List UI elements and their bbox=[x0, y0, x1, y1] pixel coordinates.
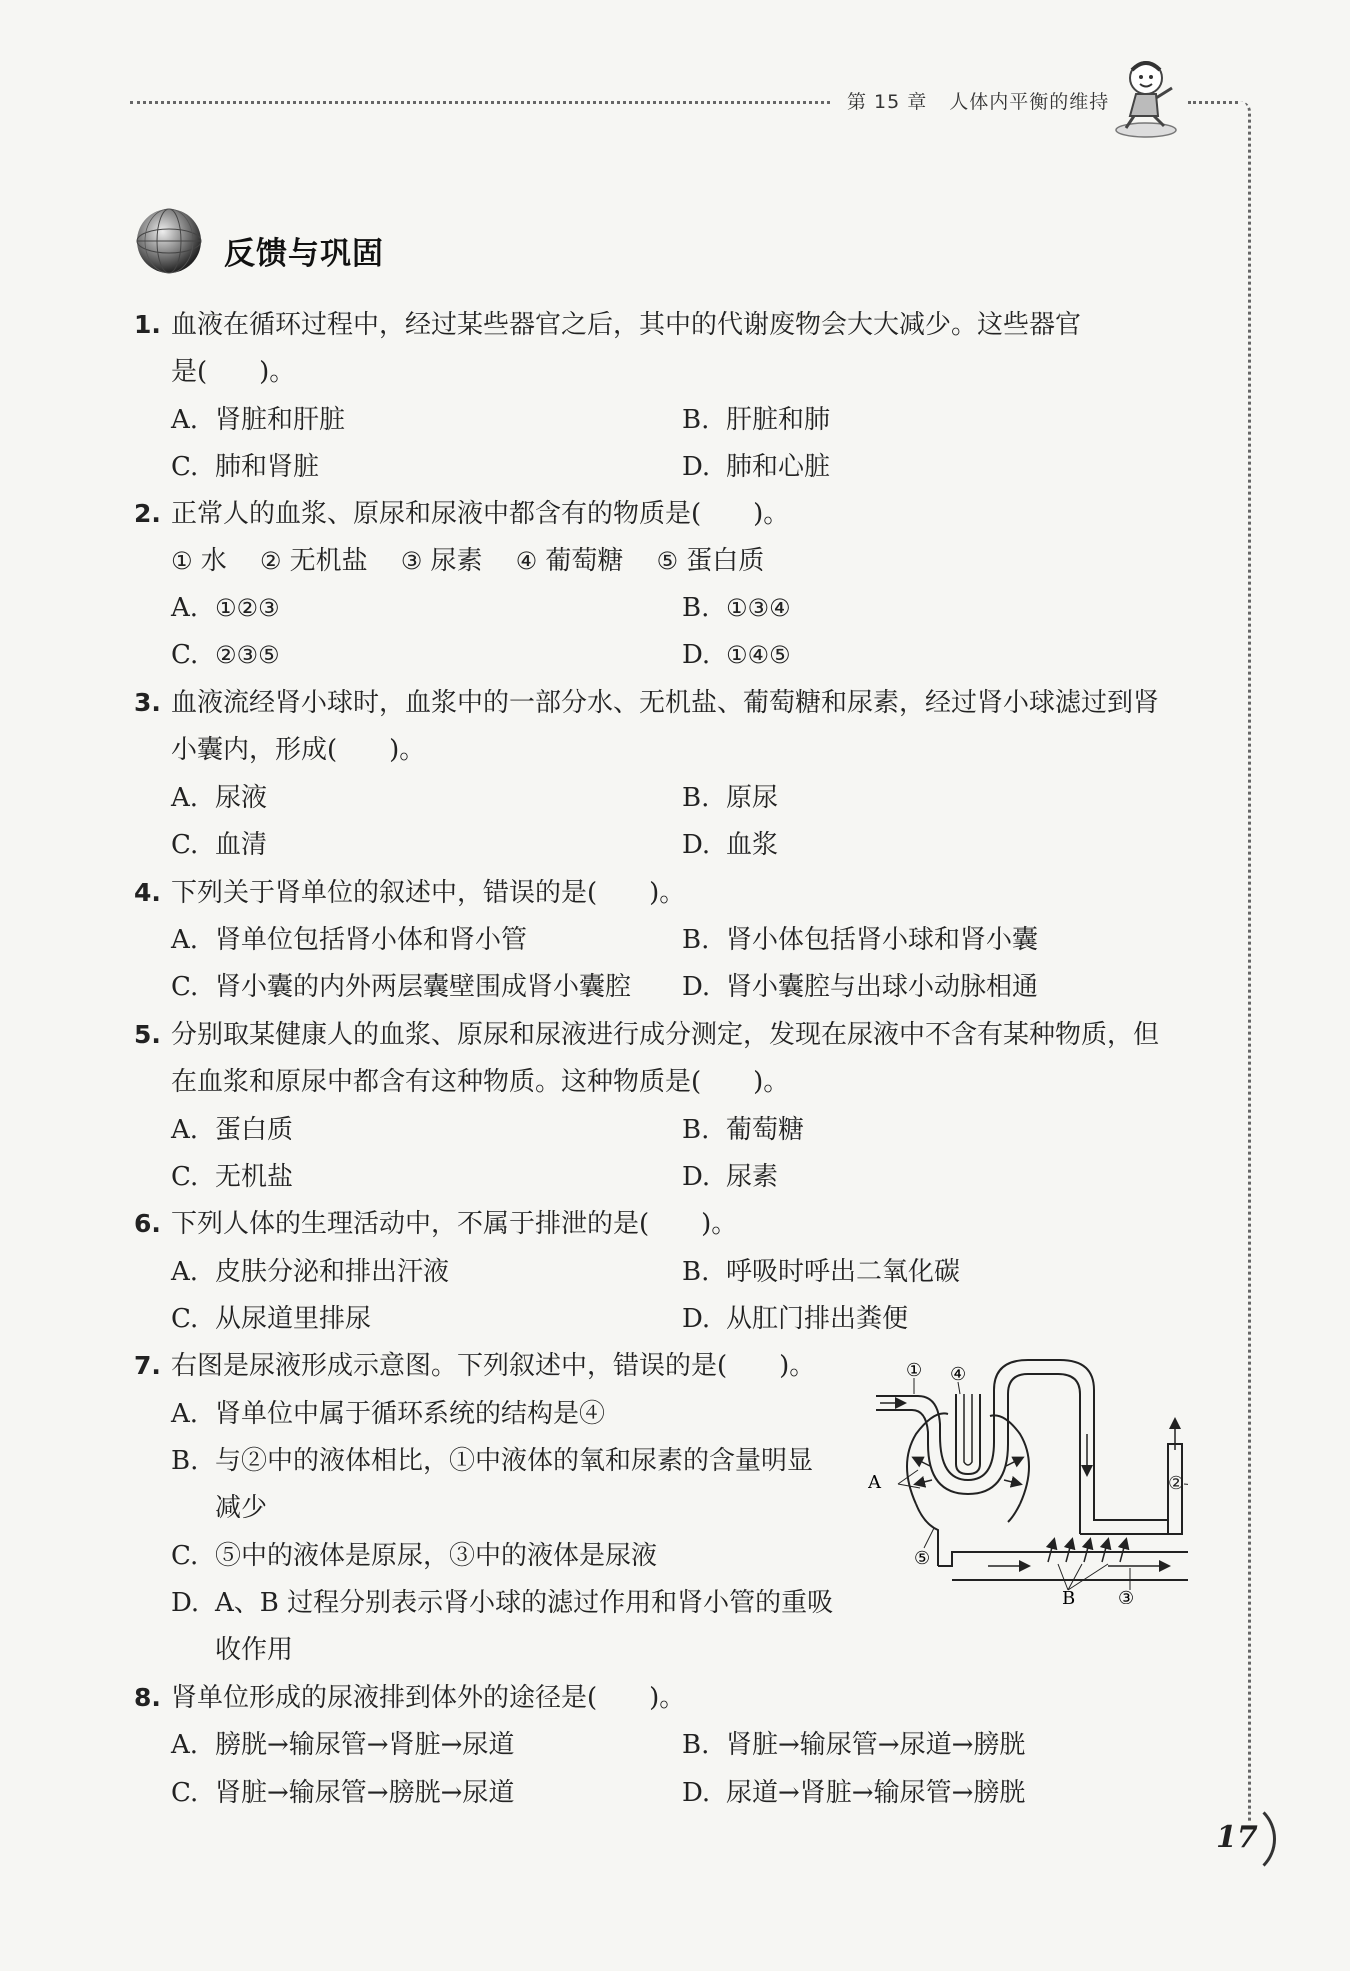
label-b: B bbox=[1062, 1588, 1076, 1604]
question-number: 1. bbox=[134, 310, 161, 339]
option-a: A. 蛋白质 bbox=[171, 1115, 294, 1145]
question-text: 小囊内，形成( )。 bbox=[171, 735, 426, 765]
question-number: 5. bbox=[134, 1020, 161, 1049]
option-d: D. ①④⑤ bbox=[682, 640, 791, 670]
question-number: 2. bbox=[134, 499, 161, 528]
option-d: D. 从肛门排出粪便 bbox=[682, 1304, 909, 1334]
option-b: B. 原尿 bbox=[682, 783, 779, 813]
label-2: ② bbox=[1168, 1473, 1185, 1494]
question-text: 肾单位形成的尿液排到体外的途径是( )。 bbox=[171, 1683, 686, 1713]
question-text: 是( )。 bbox=[171, 357, 296, 387]
option-c: C. 无机盐 bbox=[171, 1162, 294, 1192]
substance-list: ① 水 ② 无机盐 ③ 尿素 ④ 葡萄糖 ⑤ 蛋白质 bbox=[171, 546, 765, 576]
question-number: 6. bbox=[134, 1209, 161, 1238]
option-d: D. 血浆 bbox=[682, 830, 779, 860]
label-4: ④ bbox=[950, 1364, 967, 1385]
label-3: ③ bbox=[1118, 1588, 1135, 1604]
option-d: D. 肺和心脏 bbox=[682, 452, 831, 482]
question-text: 正常人的血浆、原尿和尿液中都含有的物质是( )。 bbox=[171, 499, 790, 529]
question-text: 血液在循环过程中，经过某些器官之后，其中的代谢废物会大大减少。这些器官 bbox=[171, 310, 1082, 340]
header-dotted-line bbox=[130, 101, 830, 104]
option-a: A. ①②③ bbox=[171, 593, 280, 623]
option-c: C. ②③⑤ bbox=[171, 640, 280, 670]
question-text: 分别取某健康人的血浆、原尿和尿液进行成分测定，发现在尿液中不含有某种物质，但 bbox=[171, 1020, 1160, 1050]
option-b: B. 与②中的液体相比，①中液体的氧和尿素的含量明显 bbox=[171, 1446, 814, 1476]
page-edge-dotted-line bbox=[1240, 101, 1251, 1821]
mascot-illustration bbox=[1110, 56, 1190, 140]
option-d: D. 尿道→肾脏→输尿管→膀胱 bbox=[682, 1778, 1026, 1808]
question-text: 在血浆和原尿中都含有这种物质。这种物质是( )。 bbox=[171, 1067, 790, 1097]
option-b: B. 肝脏和肺 bbox=[682, 405, 831, 435]
option-b: B. 呼吸时呼出二氧化碳 bbox=[682, 1257, 961, 1287]
option-b: B. 肾脏→输尿管→尿道→膀胱 bbox=[682, 1730, 1026, 1760]
page-number: 17 bbox=[1216, 1820, 1258, 1855]
question-number: 8. bbox=[134, 1683, 161, 1712]
option-d: D. 尿素 bbox=[682, 1162, 779, 1192]
option-a: A. 皮肤分泌和排出汗液 bbox=[171, 1257, 450, 1287]
option-a: A. 膀胱→输尿管→肾脏→尿道 bbox=[171, 1730, 515, 1760]
section-title: 反馈与巩固 bbox=[224, 236, 384, 272]
option-b-continuation: 减少 bbox=[215, 1493, 268, 1523]
chapter-title: 人体内平衡的维持 bbox=[949, 91, 1110, 113]
option-c: C. 肺和肾脏 bbox=[171, 452, 320, 482]
question-text: 下列关于肾单位的叙述中，错误的是( )。 bbox=[171, 878, 686, 908]
option-a: A. 肾单位包括肾小体和肾小管 bbox=[171, 925, 528, 955]
option-d-continuation: 收作用 bbox=[215, 1635, 294, 1665]
option-a: A. 肾脏和肝脏 bbox=[171, 405, 346, 435]
label-5: ⑤ bbox=[914, 1548, 931, 1569]
option-d: D. A、B 过程分别表示肾小球的滤过作用和肾小管的重吸 bbox=[171, 1588, 834, 1618]
option-b: B. 葡萄糖 bbox=[682, 1115, 805, 1145]
urine-formation-diagram bbox=[868, 1354, 1188, 1604]
header-dotted-line-right bbox=[1188, 101, 1238, 104]
option-c: C. ⑤中的液体是原尿，③中的液体是尿液 bbox=[171, 1541, 658, 1571]
question-number: 7. bbox=[134, 1351, 161, 1380]
question-text: 血液流经肾小球时，血浆中的一部分水、无机盐、葡萄糖和尿素，经过肾小球滤过到肾 bbox=[171, 688, 1160, 718]
option-b: B. 肾小体包括肾小球和肾小囊 bbox=[682, 925, 1039, 955]
question-number: 4. bbox=[134, 878, 161, 907]
question-number: 3. bbox=[134, 688, 161, 717]
question-text: 下列人体的生理活动中，不属于排泄的是( )。 bbox=[171, 1209, 738, 1239]
option-d: D. 肾小囊腔与出球小动脉相通 bbox=[682, 972, 1039, 1002]
option-c: C. 血清 bbox=[171, 830, 268, 860]
option-c: C. 肾脏→输尿管→膀胱→尿道 bbox=[171, 1778, 515, 1808]
chapter-number: 第 15 章 bbox=[847, 91, 928, 113]
question-text: 右图是尿液形成示意图。下列叙述中，错误的是( )。 bbox=[171, 1351, 816, 1381]
option-c: C. 肾小囊的内外两层囊壁围成肾小囊腔 bbox=[171, 972, 632, 1002]
label-a: A bbox=[868, 1472, 881, 1493]
label-1: ① bbox=[906, 1360, 923, 1381]
globe-icon bbox=[134, 206, 204, 276]
option-a: A. 肾单位中属于循环系统的结构是④ bbox=[171, 1399, 606, 1429]
option-a: A. 尿液 bbox=[171, 783, 268, 813]
chapter-label bbox=[847, 87, 1109, 114]
option-b: B. ①③④ bbox=[682, 593, 791, 623]
option-c: C. 从尿道里排尿 bbox=[171, 1304, 372, 1334]
